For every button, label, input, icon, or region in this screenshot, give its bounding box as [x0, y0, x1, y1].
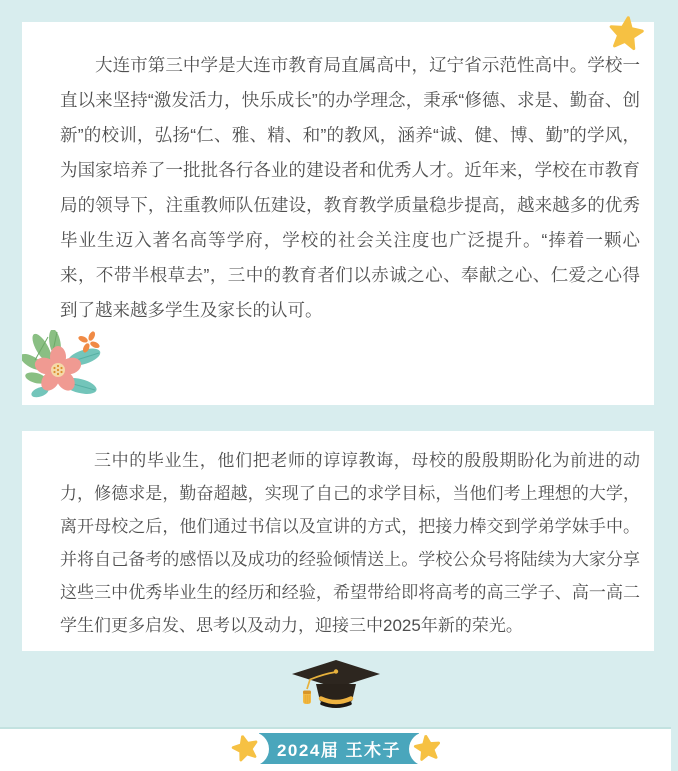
graduate-banner-label: 2024届 王木子	[276, 741, 402, 760]
graduate-banner-ribbon	[259, 733, 419, 764]
flower-decoration-icon	[22, 330, 117, 405]
graduates-paragraph: 三中的毕业生，他们把老师的谆谆教诲，母校的殷殷期盼化为前进的动力，修德求是，勤奋超越，实现了自己的求学目标，当他们考上理想的大学，离开母校之后，他们通过书信以及宣讲的方式，把接力棒交到学弟学妹手中。并将自己备考的感悟以及成功的经验倾情送上。学校公众号将陆续为大家分享这些三中优秀毕业生的经历和经验，希望带给即将高考的高三学子、高一高二学生们更多启发、思考以及动力，迎接三中2025年新的荣光。	[60, 451, 640, 635]
graduation-cap-icon	[288, 653, 384, 717]
graduates-card	[22, 431, 654, 651]
star-icon	[412, 733, 442, 763]
star-icon	[606, 14, 647, 55]
school-intro-paragraph: 大连市第三中学是大连市教育局直属高中，辽宁省示范性高中。学校一直以来坚持“激发活力，快乐成长”的办学理念，秉承“修德、求是、勤奋、创新”的校训，弘扬“仁、雅、精、和”的教风，涵养“诚、健、博、勤”的学风，为国家培养了一批批各行各业的建设者和优秀人才。近年来，学校在市教育局的领导下，注重教师队伍建设，教育教学质量稳步提高，越来越多的优秀毕业生迈入著名高等学府，学校的社会关注度也广泛提升。“捧着一颗心来，不带半根草去”，三中的教育者们以赤诚之心、奉献之心、仁爱之心得到了越来越多学生及家长的认可。	[60, 55, 640, 320]
